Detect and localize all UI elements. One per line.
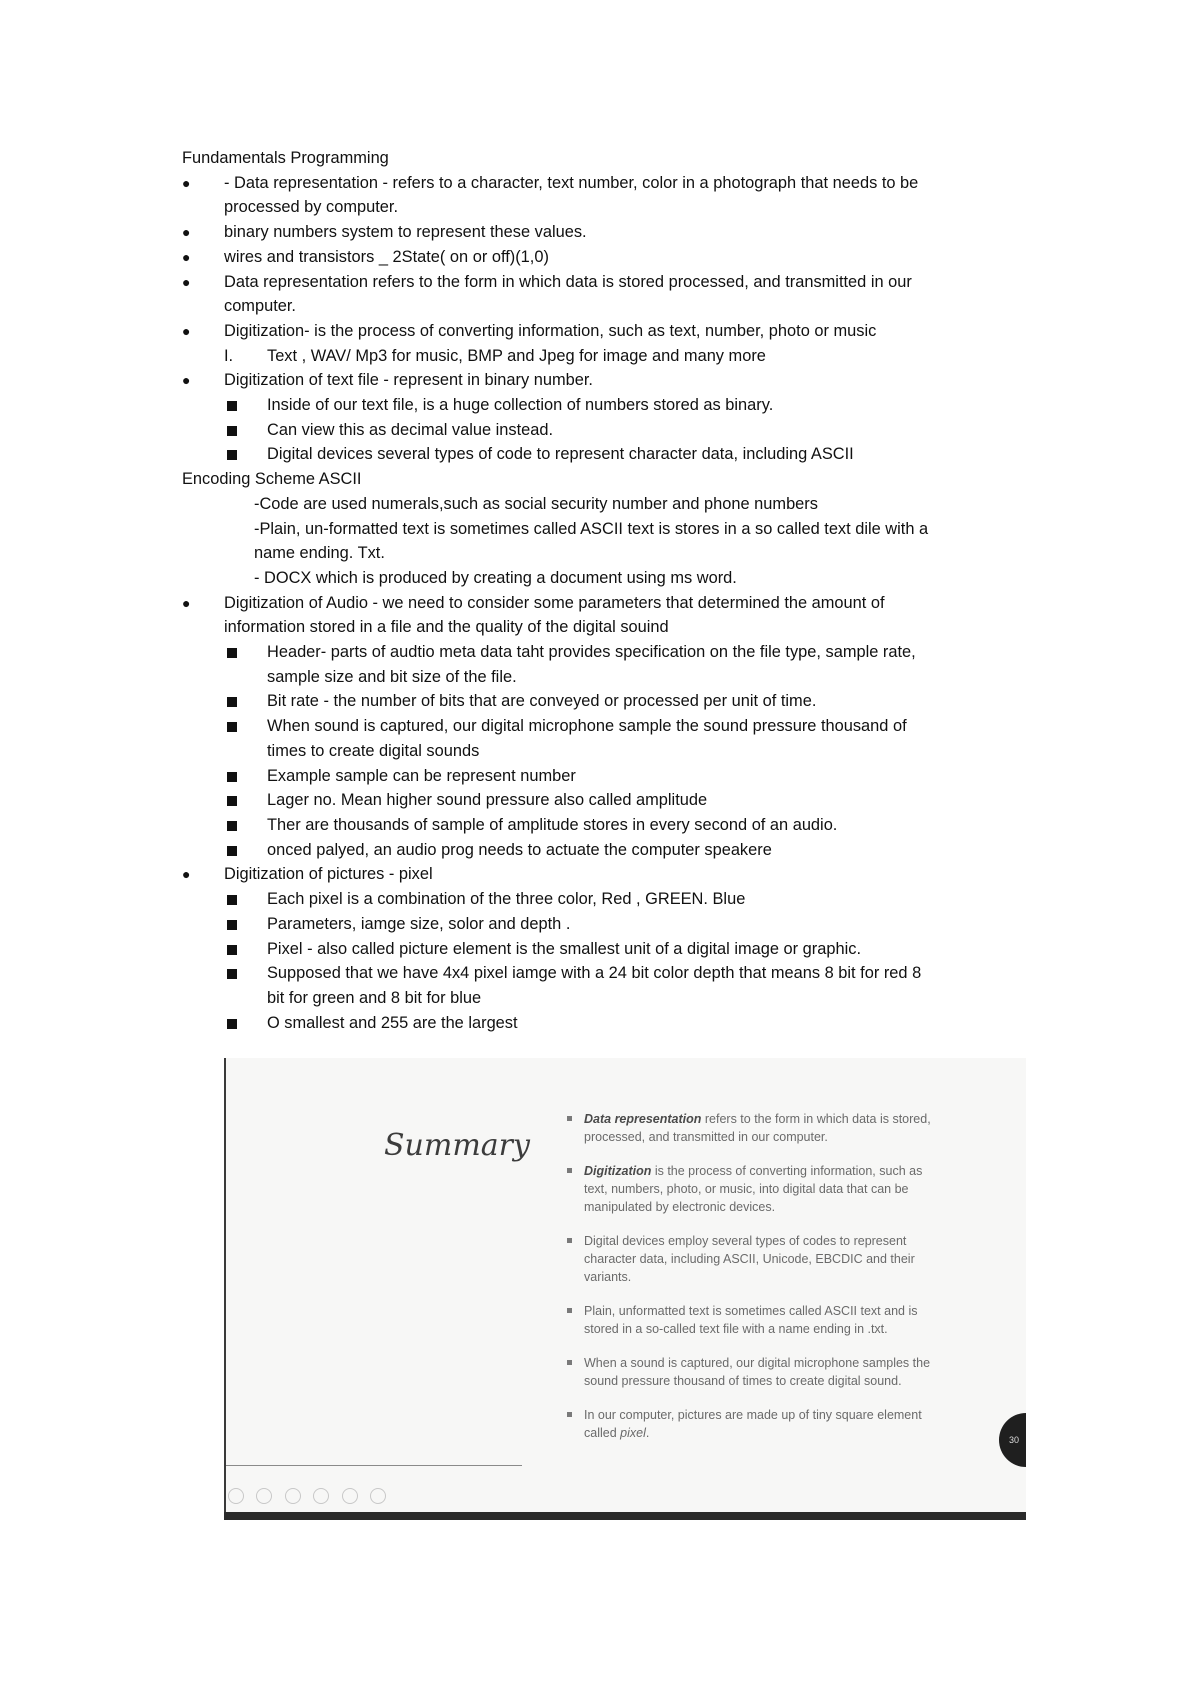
- slide-bullet-item: [564, 1406, 944, 1442]
- slide-bullet-item: [564, 1110, 944, 1146]
- slides-icon: [313, 1488, 329, 1504]
- note-line: times to create digital sounds: [267, 741, 480, 760]
- more-options-icon: [370, 1488, 386, 1504]
- slide-bullet-text: In our computer, pictures are made up of tiny square element called: [584, 1408, 922, 1440]
- note-line: computer.: [224, 297, 296, 316]
- note-line: Inside of our text file, is a huge collection of numbers stored as binary.: [182, 393, 1022, 418]
- roman-numeral: I.: [224, 346, 234, 365]
- slide-bullet-text: Plain, unformatted text is sometimes called ASCII text and is stored in a so-called text file with a name ending in .txt.: [584, 1304, 918, 1336]
- note-line: Parameters, iamge size, solor and depth .: [182, 912, 1022, 937]
- note-line: ● Digitization of Audio - we need to consider some parameters that determined the amount of: [182, 591, 1022, 616]
- slide-title: Summary: [384, 1128, 530, 1163]
- slide-bullet-text: refers to the form in which data is stored, processed, and transmitted in our computer.: [584, 1112, 931, 1144]
- note-line: bit for green and 8 bit for blue: [267, 988, 482, 1007]
- slide-divider: [226, 1465, 522, 1466]
- notes-document: [182, 146, 1022, 1035]
- slide-bullet-text: is the process of converting information, such as text, numbers, photo, or music, into digital data that can be manipulated by electronic devices.: [584, 1164, 923, 1214]
- pen-icon: [285, 1488, 301, 1504]
- note-line: sample size and bit size of the file.: [267, 667, 517, 686]
- note-line: O smallest and 255 are the largest: [182, 1011, 1022, 1036]
- notes-lines: [182, 171, 1022, 1036]
- slide-bullet-text: When a sound is captured, our digital microphone samples the sound pressure thousand of times to create digital sound.: [584, 1356, 931, 1388]
- slide-bullet-item: [564, 1232, 944, 1286]
- note-line: ● Digitization of pictures - pixel: [182, 862, 1022, 887]
- note-line: Digital devices several types of code to represent character data, including ASCII: [182, 442, 1022, 467]
- embedded-slide-image: [224, 1058, 1026, 1520]
- note-line: Each pixel is a combination of the three color, Red , GREEN. Blue: [182, 887, 1022, 912]
- note-line: ● Data representation refers to the form in which data is stored processed, and transmitted in our: [182, 270, 1022, 295]
- note-line: - DOCX which is produced by creating a document using ms word.: [254, 568, 737, 587]
- note-line: ● binary numbers system to represent these values.: [182, 220, 1022, 245]
- section-heading: Encoding Scheme ASCII: [182, 470, 362, 489]
- slide-bullet-item: [564, 1354, 944, 1390]
- note-line: Lager no. Mean higher sound pressure also called amplitude: [182, 788, 1022, 813]
- note-line: onced palyed, an audio prog needs to actuate the computer speakere: [182, 838, 1022, 863]
- previous-icon: [228, 1488, 244, 1504]
- note-line: -Plain, un-formatted text is sometimes called ASCII text is stores in a so called text dile with a: [254, 519, 929, 538]
- note-line: ● Digitization- is the process of converting information, such as text, number, photo or music: [182, 319, 1022, 344]
- note-line: name ending. Txt.: [254, 544, 385, 563]
- slide-bullet-tail: .: [645, 1426, 650, 1440]
- slide-bullet-list: [564, 1110, 944, 1458]
- note-line: -Code are used numerals,such as social security number and phone numbers: [254, 494, 818, 513]
- note-line: information stored in a file and the quality of the digital souind: [224, 618, 669, 637]
- slide-bullet-item: [564, 1162, 944, 1216]
- slide-left-border: [224, 1058, 226, 1520]
- note-line: Can view this as decimal value instead.: [182, 418, 1022, 443]
- slide-page-number-badge: 30: [999, 1413, 1026, 1467]
- slide-bullet-item: [564, 1302, 944, 1338]
- note-text: Text , WAV/ Mp3 for music, BMP and Jpeg for image and many more: [267, 346, 766, 365]
- slide-bullet-term: Digitization: [584, 1164, 652, 1178]
- note-line: ● - Data representation - refers to a character, text number, color in a photograph that needs to be: [182, 171, 1022, 196]
- note-line: Supposed that we have 4x4 pixel iamge with a 24 bit color depth that means 8 bit for red 8: [182, 961, 1022, 986]
- note-line: [182, 344, 1022, 369]
- slide-bullet-term: Data representation: [584, 1112, 702, 1126]
- zoom-icon: [342, 1488, 358, 1504]
- note-line: ● Digitization of text file - represent in binary number.: [182, 368, 1022, 393]
- slide-toolbar: [228, 1488, 394, 1504]
- next-icon: [256, 1488, 272, 1504]
- note-line: Header- parts of audtio meta data taht provides specification on the file type, sample rate,: [182, 640, 1022, 665]
- slide-bullet-text: Digital devices employ several types of codes to represent character data, including ASCII, Unicode, EBCDIC and their variants.: [584, 1234, 915, 1284]
- note-line: When sound is captured, our digital microphone sample the sound pressure thousand of: [182, 714, 1022, 739]
- document-title: Fundamentals Programming: [182, 149, 389, 167]
- note-line: processed by computer.: [224, 198, 399, 217]
- note-line: Bit rate - the number of bits that are conveyed or processed per unit of time.: [182, 689, 1022, 714]
- note-line: Example sample can be represent number: [182, 764, 1022, 789]
- slide-bottom-bar: [224, 1512, 1026, 1520]
- note-line: Ther are thousands of sample of amplitude stores in every second of an audio.: [182, 813, 1022, 838]
- slide-bullet-italic: pixel: [620, 1426, 646, 1440]
- note-line: ● wires and transistors _ 2State( on or off)(1,0): [182, 245, 1022, 270]
- note-line: Pixel - also called picture element is the smallest unit of a digital image or graphic.: [182, 937, 1022, 962]
